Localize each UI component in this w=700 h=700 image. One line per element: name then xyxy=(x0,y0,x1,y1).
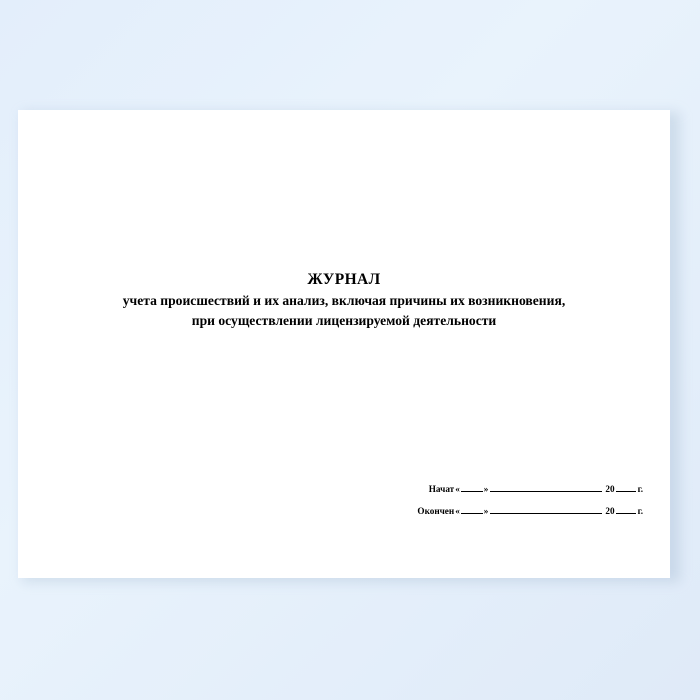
finished-year-suffix: г. xyxy=(637,506,643,516)
finished-month-blank xyxy=(490,506,602,514)
started-row xyxy=(313,484,643,494)
subtitle-line-1: учета происшествий и их анализ, включая причины их возникновения, xyxy=(122,292,566,308)
finished-row xyxy=(313,506,643,516)
finished-year-blank xyxy=(616,506,636,514)
started-label: Начат xyxy=(428,484,455,494)
finished-quote-close: » xyxy=(483,506,489,516)
started-year-suffix: г. xyxy=(637,484,643,494)
started-day-blank xyxy=(461,484,483,492)
started-quote-open: « xyxy=(455,484,460,494)
document-page xyxy=(18,110,670,578)
started-month-blank xyxy=(490,484,602,492)
page-title: ЖУРНАЛ xyxy=(307,271,381,288)
document-footer-block xyxy=(313,484,643,516)
finished-day-blank xyxy=(461,506,483,514)
finished-label: Окончен xyxy=(417,506,455,516)
document-title-block xyxy=(18,270,670,330)
subtitle-line-2: при осуществлении лицензируемой деятельности xyxy=(191,312,497,328)
finished-quote-open: « xyxy=(455,506,460,516)
started-year-blank xyxy=(616,484,636,492)
started-year-prefix: 20 xyxy=(605,484,615,494)
finished-year-prefix: 20 xyxy=(605,506,615,516)
started-quote-close: » xyxy=(483,484,489,494)
